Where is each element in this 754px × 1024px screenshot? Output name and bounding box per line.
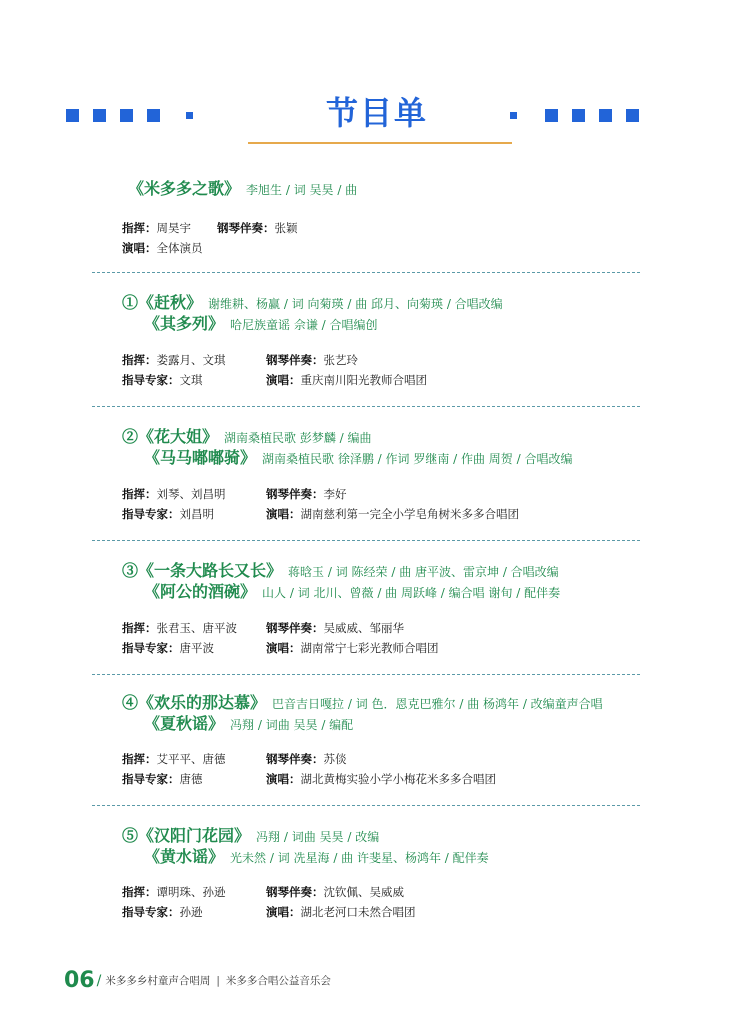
song-line — [144, 447, 572, 469]
footer-event-2: 米多多合唱公益音乐会 — [225, 975, 331, 987]
credit-pianist: 钢琴伴奏：张艺玲 — [266, 353, 358, 367]
credit-conductor: 指挥：艾平平、唐德 — [122, 752, 226, 766]
song-line: ①《赶秋》 谢维耕、杨赢 / 词 向菊瑛 / 曲 邱月、向菊瑛 / 合唱改编 — [122, 293, 503, 312]
song-credit: 山人 / 词 北川、曾薇 / 曲 周跃峰 / 编合唱 谢旬 / 配伴奏 — [262, 586, 561, 600]
credit-pianist: 钢琴伴奏：李好 — [266, 487, 347, 501]
decor-square — [186, 112, 193, 119]
footer-event-1: 米多多乡村童声合唱周 — [105, 975, 211, 987]
section-divider — [92, 406, 640, 407]
footer-separator: | — [216, 974, 220, 987]
credit-conductor: 指挥：娄露月、文琪 — [122, 353, 226, 367]
decor-square — [66, 109, 79, 122]
song-line — [128, 178, 357, 200]
song-title: 《阿公的酒碗》 — [144, 582, 257, 601]
song-credit: 谢维耕、杨赢 / 词 向菊瑛 / 曲 邱月、向菊瑛 / 合唱改编 — [208, 297, 503, 311]
credit-advisor: 指导专家：文琪 — [122, 373, 203, 387]
song-credit: 哈尼族童谣 佘谦 / 合唱编创 — [230, 318, 378, 332]
song-title: 《夏秋谣》 — [144, 714, 225, 733]
song-title: 《花大姐》 — [138, 427, 219, 446]
credit-conductor: 指挥：周昊宇 — [122, 221, 191, 235]
section-divider — [92, 540, 640, 541]
page-title: 节目单 — [325, 94, 428, 132]
credit-performer: 演唱：湖南慈利第一完全小学皂角树米多多合唱团 — [266, 507, 519, 521]
song-title: 《黄水谣》 — [144, 847, 225, 866]
credit-advisor: 指导专家：唐德 — [122, 772, 203, 786]
song-credit: 蒋晗玉 / 词 陈经荣 / 曲 唐平波、雷京坤 / 合唱改编 — [288, 565, 559, 579]
decor-square — [572, 109, 585, 122]
song-line: ②《花大姐》 湖南桑植民歌 彭梦麟 / 编曲 — [122, 427, 372, 446]
song-line: ⑤《汉阳门花园》 冯翔 / 词曲 吴昊 / 改编 — [122, 826, 380, 845]
page-header — [0, 92, 754, 152]
credit-pianist: 钢琴伴奏：苏倓 — [266, 752, 347, 766]
song-credit: 光未然 / 词 冼星海 / 曲 许斐星、杨鸿年 / 配伴奏 — [230, 851, 489, 865]
song-title: 《一条大路长又长》 — [138, 561, 283, 580]
page-footer — [64, 968, 331, 996]
song-title: 《汉阳门花园》 — [138, 826, 251, 845]
page-number: 06 — [64, 968, 95, 993]
credit-advisor: 指导专家：刘昌明 — [122, 507, 214, 521]
credit-conductor: 指挥：张君玉、唐平波 — [122, 621, 237, 635]
credit-performer: 演唱：湖北黄梅实验小学小梅花米多多合唱团 — [266, 772, 496, 786]
song-title: 《欢乐的那达慕》 — [138, 693, 267, 712]
credit-performer: 演唱：湖南常宁七彩光教师合唱团 — [266, 641, 439, 655]
song-credit: 冯翔 / 词曲 吴昊 / 编配 — [230, 718, 354, 732]
decor-square — [120, 109, 133, 122]
song-credit: 冯翔 / 词曲 吴昊 / 改编 — [256, 830, 380, 844]
decor-square — [626, 109, 639, 122]
section-divider — [92, 805, 640, 806]
credit-performer: 演唱：全体演员 — [122, 241, 203, 255]
decor-square — [93, 109, 106, 122]
song-credit: 湖南桑植民歌 徐泽鹏 / 作词 罗继南 / 作曲 周贺 / 合唱改编 — [262, 452, 573, 466]
song-credit: 湖南桑植民歌 彭梦麟 / 编曲 — [224, 431, 372, 445]
song-line: ③《一条大路长又长》 蒋晗玉 / 词 陈经荣 / 曲 唐平波、雷京坤 / 合唱改编 — [122, 561, 559, 580]
decor-square — [599, 109, 612, 122]
song-line — [144, 313, 378, 335]
song-title: 《马马嘟嘟骑》 — [144, 448, 257, 467]
section-divider — [92, 272, 640, 273]
song-title: 《其多列》 — [144, 314, 225, 333]
title-underline — [248, 142, 512, 144]
section-divider — [92, 674, 640, 675]
song-title: 《米多多之歌》 — [128, 179, 241, 198]
song-line — [144, 846, 489, 868]
song-line — [144, 713, 353, 735]
song-credit: 李旭生 / 词 吴昊 / 曲 — [246, 183, 358, 197]
decor-square — [510, 112, 517, 119]
song-credit: 巴音吉日嘎拉 / 词 色．恩克巴雅尔 / 曲 杨鸿年 / 改编童声合唱 — [272, 697, 603, 711]
credit-advisor: 指导专家：孙逊 — [122, 905, 203, 919]
credit-advisor: 指导专家：唐平波 — [122, 641, 214, 655]
decor-square — [147, 109, 160, 122]
song-line — [144, 581, 560, 603]
credit-performer: 演唱：重庆南川阳光教师合唱团 — [266, 373, 427, 387]
credit-conductor: 指挥：刘琴、刘昌明 — [122, 487, 226, 501]
song-line: ④《欢乐的那达慕》 巴音吉日嘎拉 / 词 色．恩克巴雅尔 / 曲 杨鸿年 / 改编童声合唱 — [122, 693, 603, 712]
song-title: 《赶秋》 — [138, 293, 203, 312]
credit-pianist: 钢琴伴奏：沈钦佩、吴威威 — [266, 885, 404, 899]
credit-conductor: 指挥：谭明珠、孙逊 — [122, 885, 226, 899]
footer-slash: / — [96, 972, 102, 989]
credit-pianist: 钢琴伴奏：吴威威、邹丽华 — [266, 621, 404, 635]
credit-pianist: 钢琴伴奏：张颖 — [217, 221, 298, 235]
credit-performer: 演唱：湖北老河口未然合唱团 — [266, 905, 416, 919]
decor-square — [545, 109, 558, 122]
